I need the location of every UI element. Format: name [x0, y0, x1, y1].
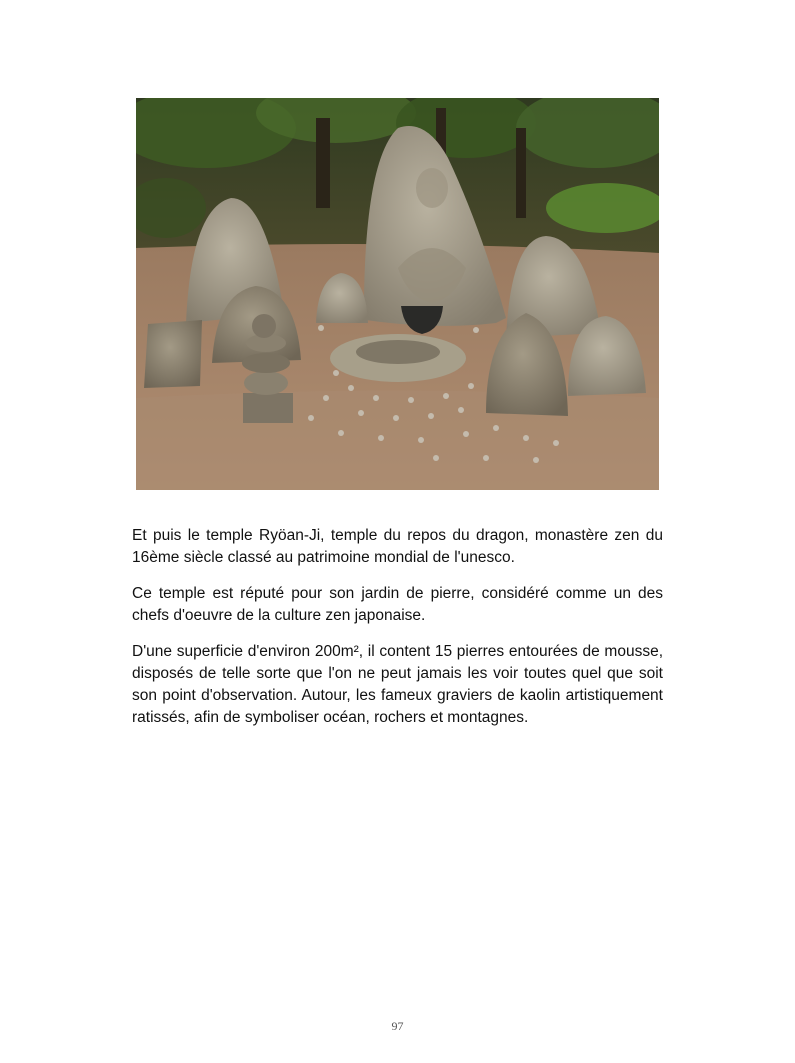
- stone-statues-photo: [136, 98, 659, 490]
- paragraph-description: D'une superficie d'environ 200m², il content 15 pierres entourées de mousse, disposés de telle sorte que l'on ne peut jamais les voir toutes quel que soit son point d'observation. Autour, les fameux graviers de kaolin artistiquement ratissés, afin de symboliser océan, rochers et montagnes.: [132, 643, 663, 726]
- body-text: [132, 525, 663, 743]
- paragraph-stone-garden: Ce temple est réputé pour son jardin de pierre, considéré comme un des chefs d'oeuvre de la culture zen japonaise.: [132, 585, 663, 624]
- page-number: 97: [391, 1019, 404, 1033]
- paragraph-intro: Et puis le temple Ryöan-Ji, temple du repos du dragon, monastère zen du 16ème siècle classé au patrimoine mondial de l'unesco.: [132, 527, 663, 566]
- stone-statues-illustration: [136, 98, 659, 490]
